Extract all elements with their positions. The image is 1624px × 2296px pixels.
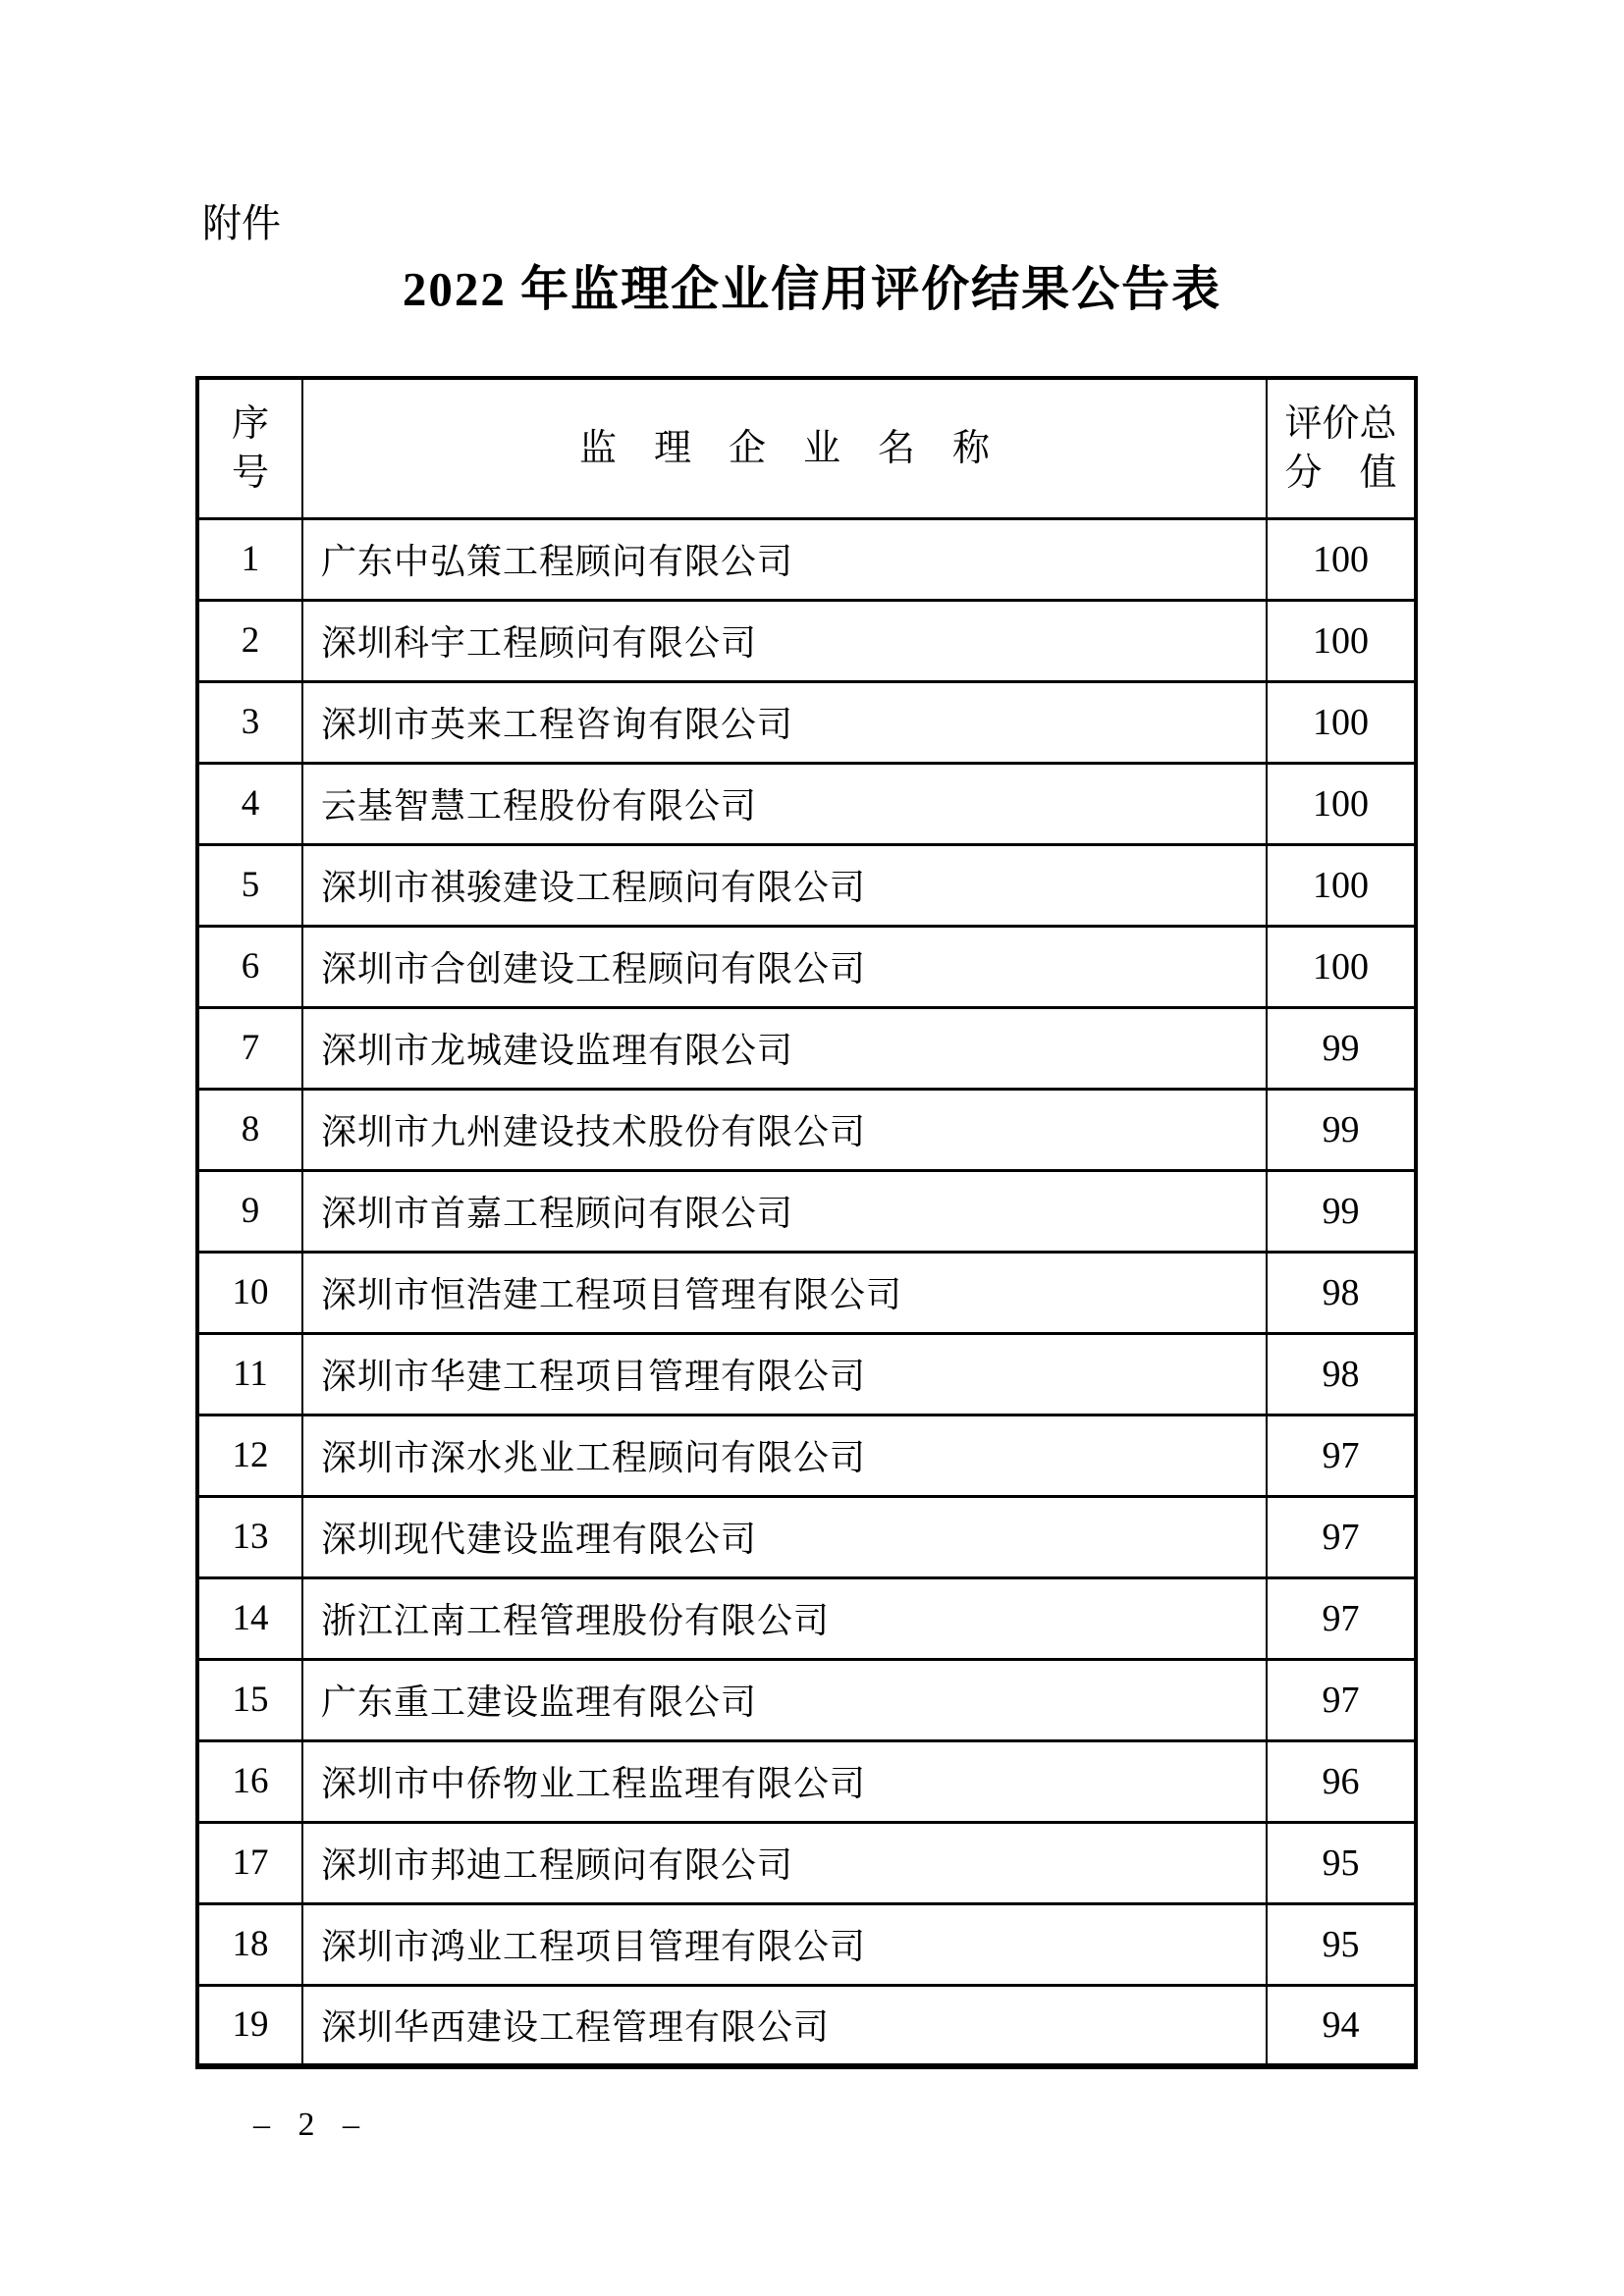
table-row bbox=[197, 1415, 1416, 1496]
row-index-cell: 15 bbox=[197, 1659, 302, 1740]
table-row bbox=[197, 1089, 1416, 1170]
table-row bbox=[197, 763, 1416, 844]
company-name-cell: 深圳市合创建设工程顾问有限公司 bbox=[302, 926, 1267, 1007]
company-name-cell: 深圳市深水兆业工程顾问有限公司 bbox=[302, 1415, 1267, 1496]
row-index-cell: 4 bbox=[197, 763, 302, 844]
page-title: 2022 年监理企业信用评价结果公告表 bbox=[402, 262, 1222, 316]
score-cell: 97 bbox=[1267, 1496, 1416, 1577]
page-number: – 2 – bbox=[253, 2107, 369, 2143]
table-header-row bbox=[197, 378, 1416, 518]
score-cell: 98 bbox=[1267, 1252, 1416, 1333]
score-cell: 97 bbox=[1267, 1415, 1416, 1496]
score-cell: 100 bbox=[1267, 600, 1416, 681]
company-name-cell: 深圳市邦迪工程顾问有限公司 bbox=[302, 1822, 1267, 1903]
column-header-index bbox=[197, 378, 302, 518]
table-row bbox=[197, 1577, 1416, 1659]
score-cell: 99 bbox=[1267, 1007, 1416, 1089]
row-index-cell: 11 bbox=[197, 1333, 302, 1415]
row-index-cell: 10 bbox=[197, 1252, 302, 1333]
table-row bbox=[197, 600, 1416, 681]
row-index-cell: 3 bbox=[197, 681, 302, 763]
company-name-cell: 广东中弘策工程顾问有限公司 bbox=[302, 518, 1267, 600]
table-row bbox=[197, 518, 1416, 600]
table-row bbox=[197, 1822, 1416, 1903]
column-header-score-line1: 评价总 bbox=[1284, 402, 1397, 445]
table-row bbox=[197, 1985, 1416, 2066]
score-cell: 97 bbox=[1267, 1577, 1416, 1659]
company-name-cell: 深圳市九州建设技术股份有限公司 bbox=[302, 1089, 1267, 1170]
row-index-cell: 17 bbox=[197, 1822, 302, 1903]
company-name-cell: 深圳市祺骏建设工程顾问有限公司 bbox=[302, 844, 1267, 926]
row-index-cell: 7 bbox=[197, 1007, 302, 1089]
table-row bbox=[197, 1252, 1416, 1333]
score-cell: 100 bbox=[1267, 926, 1416, 1007]
table-row bbox=[197, 1333, 1416, 1415]
score-cell: 97 bbox=[1267, 1659, 1416, 1740]
row-index-cell: 1 bbox=[197, 518, 302, 600]
column-header-score-line2: 分 值 bbox=[1284, 452, 1397, 494]
company-name-cell: 深圳市英来工程咨询有限公司 bbox=[302, 681, 1267, 763]
column-header-index-line1: 序 bbox=[231, 402, 269, 445]
attachment-label: 附件 bbox=[202, 202, 281, 245]
row-index-cell: 9 bbox=[197, 1170, 302, 1252]
score-cell: 100 bbox=[1267, 844, 1416, 926]
score-cell: 98 bbox=[1267, 1333, 1416, 1415]
row-index-cell: 5 bbox=[197, 844, 302, 926]
company-name-cell: 深圳市中侨物业工程监理有限公司 bbox=[302, 1740, 1267, 1822]
table-row bbox=[197, 1903, 1416, 1985]
score-cell: 94 bbox=[1267, 1985, 1416, 2066]
row-index-cell: 2 bbox=[197, 600, 302, 681]
company-name-cell: 广东重工建设监理有限公司 bbox=[302, 1659, 1267, 1740]
row-index-cell: 19 bbox=[197, 1985, 302, 2066]
score-cell: 99 bbox=[1267, 1170, 1416, 1252]
company-name-cell: 深圳市首嘉工程顾问有限公司 bbox=[302, 1170, 1267, 1252]
company-name-cell: 深圳市恒浩建工程项目管理有限公司 bbox=[302, 1252, 1267, 1333]
company-name-cell: 云基智慧工程股份有限公司 bbox=[302, 763, 1267, 844]
table-row bbox=[197, 844, 1416, 926]
company-name-cell: 深圳市鸿业工程项目管理有限公司 bbox=[302, 1903, 1267, 1985]
row-index-cell: 8 bbox=[197, 1089, 302, 1170]
score-cell: 96 bbox=[1267, 1740, 1416, 1822]
score-cell: 95 bbox=[1267, 1903, 1416, 1985]
table-row bbox=[197, 1007, 1416, 1089]
table-row bbox=[197, 1740, 1416, 1822]
row-index-cell: 18 bbox=[197, 1903, 302, 1985]
table-row bbox=[197, 1170, 1416, 1252]
score-cell: 100 bbox=[1267, 681, 1416, 763]
table-row bbox=[197, 681, 1416, 763]
table-row bbox=[197, 1659, 1416, 1740]
company-name-cell: 深圳市华建工程项目管理有限公司 bbox=[302, 1333, 1267, 1415]
row-index-cell: 12 bbox=[197, 1415, 302, 1496]
column-header-company-name: 监 理 企 业 名 称 bbox=[302, 378, 1267, 518]
table-row bbox=[197, 1496, 1416, 1577]
table-body bbox=[197, 518, 1416, 2066]
score-cell: 95 bbox=[1267, 1822, 1416, 1903]
row-index-cell: 6 bbox=[197, 926, 302, 1007]
company-name-cell: 深圳科宇工程顾问有限公司 bbox=[302, 600, 1267, 681]
column-header-index-line2: 号 bbox=[231, 452, 269, 494]
score-cell: 100 bbox=[1267, 518, 1416, 600]
company-name-cell: 深圳华西建设工程管理有限公司 bbox=[302, 1985, 1267, 2066]
row-index-cell: 16 bbox=[197, 1740, 302, 1822]
table-row bbox=[197, 926, 1416, 1007]
score-cell: 99 bbox=[1267, 1089, 1416, 1170]
column-header-score bbox=[1267, 378, 1416, 518]
company-name-cell: 浙江江南工程管理股份有限公司 bbox=[302, 1577, 1267, 1659]
row-index-cell: 13 bbox=[197, 1496, 302, 1577]
score-cell: 100 bbox=[1267, 763, 1416, 844]
company-name-cell: 深圳市龙城建设监理有限公司 bbox=[302, 1007, 1267, 1089]
credit-evaluation-table bbox=[195, 376, 1418, 2069]
company-name-cell: 深圳现代建设监理有限公司 bbox=[302, 1496, 1267, 1577]
row-index-cell: 14 bbox=[197, 1577, 302, 1659]
